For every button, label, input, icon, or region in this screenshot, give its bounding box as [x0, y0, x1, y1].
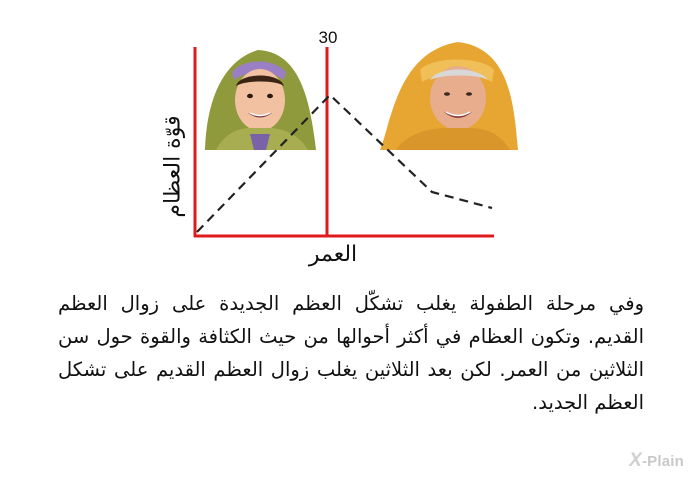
- young-woman-illustration: [205, 50, 316, 150]
- y-axis-label: قوّة العظام: [160, 115, 186, 218]
- x-axis-label: العمر: [308, 242, 358, 267]
- elderly-woman-illustration: [380, 42, 518, 150]
- logo-text: -Plain: [641, 453, 684, 470]
- logo-mark: X: [629, 450, 642, 471]
- x-plain-logo: [629, 450, 684, 472]
- age-30-label: 30: [318, 28, 338, 47]
- explanation-paragraph: وفي مرحلة الطفولة يغلب تشكّل العظم الجديدة على زوال العظم القديم. وتكون العظام في أكثر أحوالها من حيث الكثافة والقوة حول سن الثلاثين من العمر. لكن بعد الثلاثين يغلب زوال العظم القديم على تشكل العظم الجديد.: [58, 292, 644, 414]
